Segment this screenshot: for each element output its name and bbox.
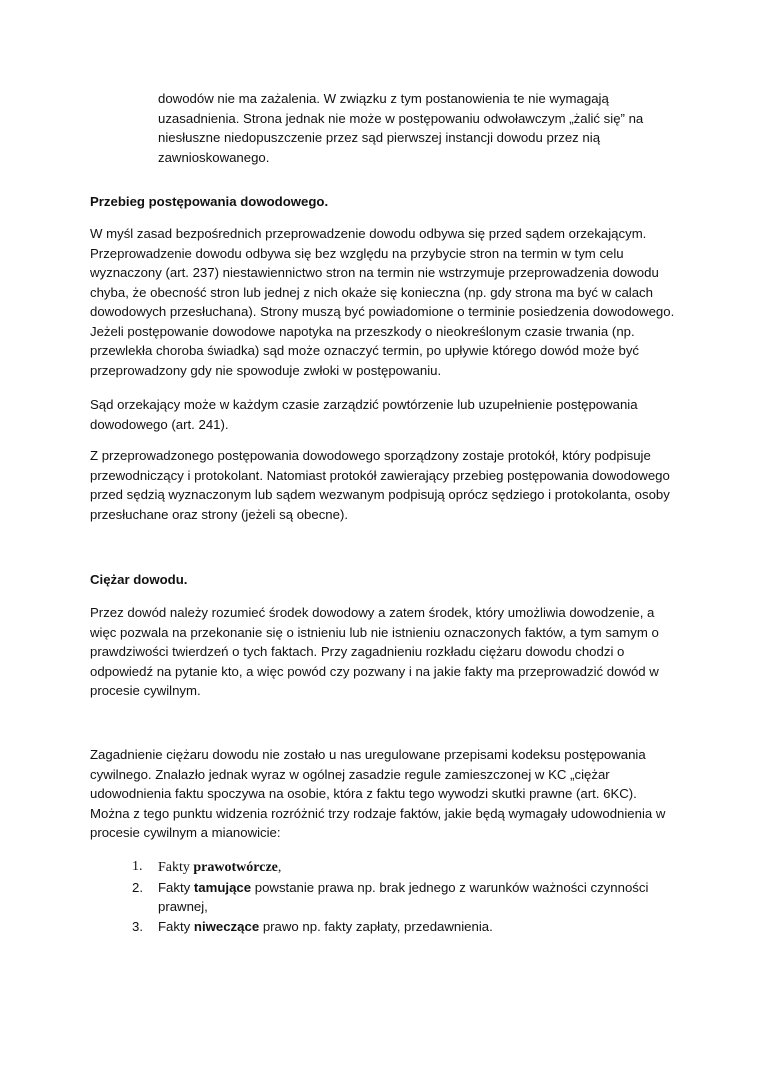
- list-item: [90, 917, 680, 937]
- list-suffix: powstanie prawa np. brak jednego z warunków ważności czynności prawnej,: [158, 879, 649, 914]
- section-heading-przebieg: Przebieg postępowania dowodowego.: [90, 194, 329, 209]
- list-prefix: Fakty: [158, 918, 194, 934]
- section-heading-ciezar: Ciężar dowodu.: [90, 572, 188, 587]
- list-bold-term: tamujące: [193, 879, 252, 895]
- list-number: 1.: [132, 859, 143, 874]
- list-bold-term: prawotwórcze: [193, 860, 278, 875]
- intro-paragraph: dowodów nie ma zażalenia. W związku z tym postanowienia te nie wymagają uzasadnienia. Strona jednak nie może w postępowaniu odwoławczym „żalić się” na niesłuszne niedopuszczenie przez sąd pierwszej instancji dowodu przez nią zawnioskowanego.: [158, 91, 644, 165]
- list-suffix: ,: [277, 860, 282, 875]
- list-number: 2.: [132, 879, 143, 895]
- paragraph: Z przeprowadzonego postępowania dowodowego sporządzony zostaje protokół, który podpisuje przewodniczący i protokolant. Natomiast protokół zawierający przebieg postępowania dowodowego przed sędzią wyznaczonym lub sądem wezwanym podpisują oprócz sędziego i protokolanta, osoby przesłuchane oraz strony (jeżeli są obecne).: [90, 448, 670, 522]
- list-prefix: Fakty: [158, 860, 194, 875]
- paragraph: Przez dowód należy rozumieć środek dowodowy a zatem środek, który umożliwia dowodzenie, a więc pozwala na przekonanie się o istnieniu lub nie istnieniu oznaczonych faktów, a tym samym o prawdziwości twierdzeń o tych faktach. Przy zagadnieniu rozkładu ciężaru dowodu chodzi o odpowiedź na pytanie kto, a więc powód czy pozwany i na jakie fakty ma przeprowadzić dowód w procesie cywilnym.: [90, 605, 659, 698]
- paragraph: Zagadnienie ciężaru dowodu nie zostało u nas uregulowane przepisami kodeksu postępowania cywilnego. Znalazło jednak wyraz w ogólnej zasadzie regule zamieszczonej w KC „ciężar udowodnienia faktu spoczywa na osobie, która z faktu tego wywodzi skutki prawne (art. 6KC). Można z tego punktu widzenia rozróżnić trzy rodzaje faktów, jakie będą wymagały udowodnienia w procesie cywilnym a mianowicie:: [90, 747, 666, 840]
- facts-list: [90, 857, 680, 936]
- list-number: 3.: [132, 918, 143, 934]
- list-bold-term: niweczące: [193, 918, 260, 934]
- list-item: [90, 857, 680, 878]
- paragraph: Sąd orzekający może w każdym czasie zarządzić powtórzenie lub uzupełnienie postępowania dowodowego (art. 241).: [90, 397, 638, 432]
- paragraph: W myśl zasad bezpośrednich przeprowadzenie dowodu odbywa się przed sądem orzekającym. Przeprowadzenie dowodu odbywa się bez względu na przybycie stron na termin w tym celu wyznaczony (art. 237) niestawiennictwo stron na termin nie wstrzymuje przeprowadzenia dowodu chyba, że obecność stron lub jednej z nich okaże się konieczna (np. gdy strona ma być w calach dowodowych przesłuchana). Strony muszą być powiadomione o terminie posiedzenia dowodowego. Jeżeli postępowanie dowodowe napotyka na przeszkody o nieokreślonym czasie trwania (np. przewlekła choroba świadka) sąd może oznaczyć termin, po upływie którego dowód może być przeprowadzony gdy nie spowoduje zwłoki w postępowaniu.: [90, 226, 675, 378]
- list-item: [90, 878, 680, 917]
- list-prefix: Fakty: [158, 879, 194, 895]
- list-suffix: prawo np. fakty zapłaty, przedawnienia.: [259, 918, 493, 934]
